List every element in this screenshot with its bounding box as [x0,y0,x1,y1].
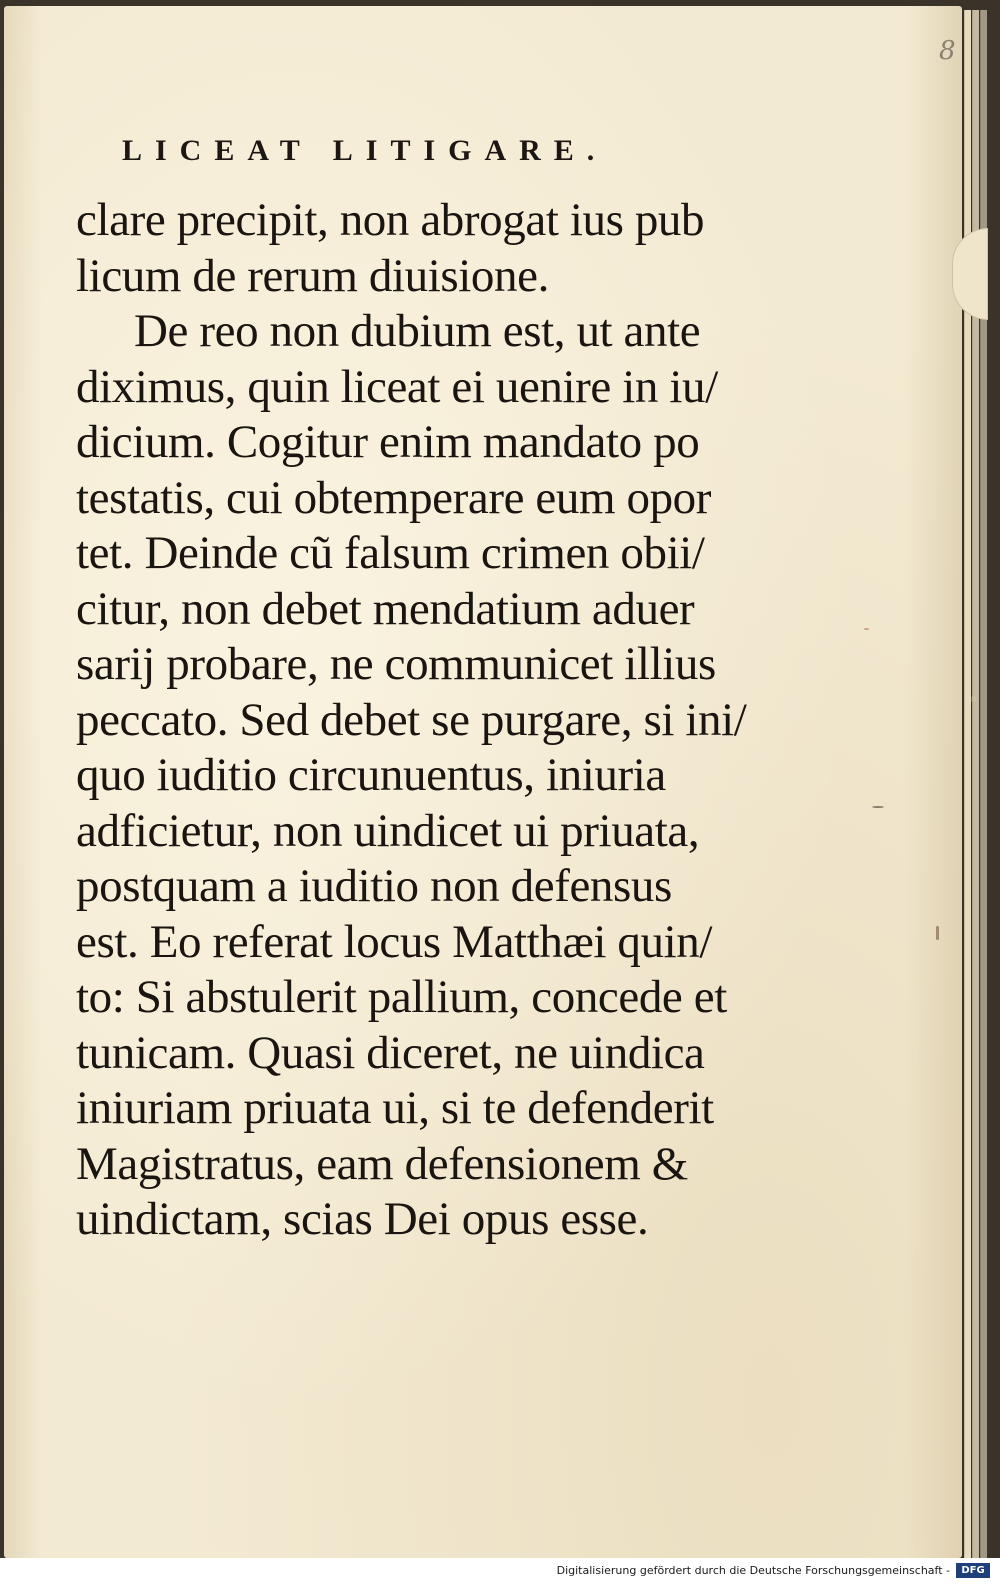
text-line: diximus, quin liceat ei uenire in iu/ [76,360,718,413]
text-line: est. Eo referat locus Matthæi quin/ [76,915,713,968]
digitization-footer [0,1558,1000,1585]
paper-speck [936,926,939,940]
text-line: quo iuditio circunuentus, iniuria [76,749,666,801]
paper-speck [864,628,869,630]
book-page [4,6,962,1558]
text-line: dicium. Cogitur enim mandato po [76,416,700,468]
text-line: tunicam. Quasi diceret, ne uindica [76,1026,705,1079]
paper-speck [872,806,884,808]
text-line: citur, non debet mendatium aduer [76,582,695,635]
text-line: to: Si abstulerit pallium, concede et [76,971,727,1023]
folio-number: 8 [939,36,956,66]
text-line: postquam a iuditio non defensus [76,860,672,912]
text-line: tet. Deinde cũ falsum crimen obii/ [76,527,705,579]
text-line: testatis, cui obtemperare eum opor [76,471,712,524]
text-line: uindictam, scias Dei opus esse. [76,1193,649,1245]
running-head: LICEAT LITIGARE. [122,134,608,167]
paragraph-start-line: De reo non dubium est, ut ante [134,305,701,357]
text-line: peccato. Sed debet se purgare, si ini/ [76,693,747,746]
text-line: iniuriam priuata ui, si te defenderit [76,1082,714,1134]
text-line: licum de rerum diuisione. [76,249,549,302]
text-line: Magistratus, eam defensionem & [76,1137,688,1190]
funding-credit: Digitalisierung gefördert durch die Deutsche Forschungsgemeinschaft - [556,1564,950,1577]
text-line: adficietur, non uindicet ui priuata, [76,804,700,857]
dfg-logo: DFG [956,1563,990,1578]
text-line: sarij probare, ne communicet illius [76,638,716,690]
text-line: clare precipit, non abrogat ius pub [76,194,705,246]
body-text [76,193,816,1248]
